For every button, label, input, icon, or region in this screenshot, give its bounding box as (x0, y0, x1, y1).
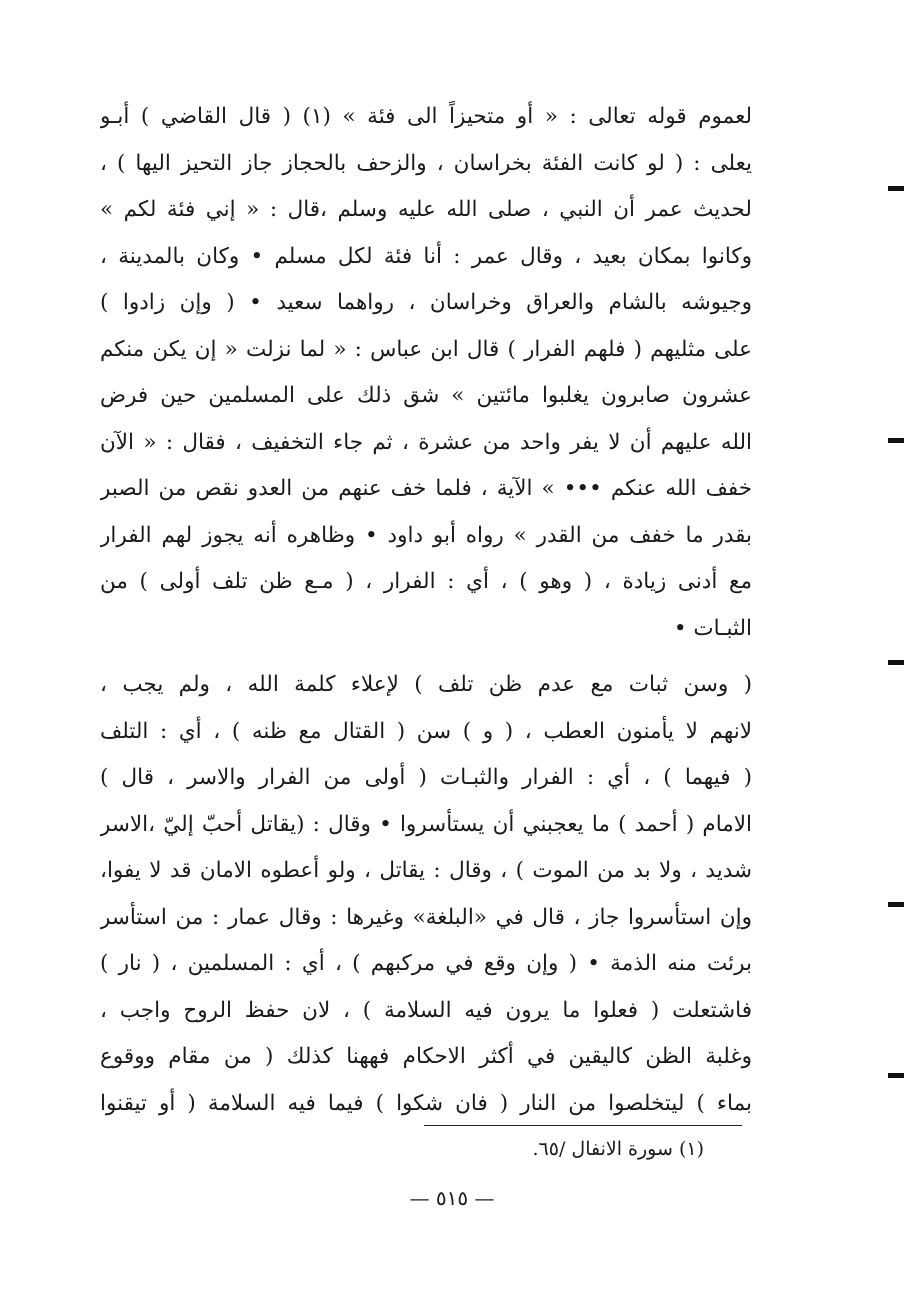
text-line: وإن استأسروا جاز ، قال في «البلغة» وغيرها : وقال عمار : من استأسر (100, 904, 752, 930)
text-line: الله عليهم أن لا يفر واحد من عشرة ، ثم جاء التخفيف ، فقال : « الآن (100, 429, 752, 455)
scan-edge-mark (888, 1073, 904, 1078)
text-line: برئت منه الذمة • ( وإن وقع في مركبهم ) ، أي : المسلمين ، ( نار ) (100, 951, 752, 976)
text-line: لعموم قوله تعالى : « أو متحيزاً الى فئة » (١) ( قال القاضي ) أبـو (100, 104, 752, 129)
footnote: (١) سورة الانفال /٦٥. (532, 1138, 704, 1160)
text-line: ( فيهما ) ، أي : الفرار والثبـات ( أولى من الفرار والاسر ، قال ) (100, 765, 752, 790)
text-line: الامام ( أحمد ) ما يعجبني أن يستأسروا • وقال : (يقاتل أحبّ إليّ ،الاسر (100, 811, 752, 837)
text-line: على مثليهم ( فلهم الفرار ) قال ابن عباس : « لما نزلت « إن يكن منكم (100, 336, 752, 362)
scan-edge-mark (888, 186, 904, 191)
scan-edge-mark (888, 660, 904, 665)
text-line: لحديث عمر أن النبي ، صلى الله عليه وسلم ،قال : « إني فئة لكم » (100, 197, 752, 222)
page-number: — ٥١٥ — (409, 1186, 495, 1210)
main-text-paragraph-1 (100, 94, 752, 652)
main-text-paragraph-2 (100, 662, 752, 1127)
text-line: ( وسن ثبات مع عدم ظن تلف ) لإعلاء كلمة الله ، ولم يجب ، (100, 672, 752, 697)
text-line: شديد ، ولا بد من الموت ) ، وقال : يقاتل ، ولو أعطوه الامان قد لا يفوا، (100, 858, 752, 883)
scan-edge-mark (888, 902, 904, 907)
text-line: وغلبة الظن كاليقين في أكثر الاحكام فههنا كذلك ( من مقام ووقوع (100, 1044, 752, 1069)
text-line: وجيوشه بالشام والعراق وخراسان ، رواهما سعيد • ( وإن زادوا ) (100, 290, 752, 315)
text-line: عشرون صابرون يغلبوا مائتين » شق ذلك على المسلمين حين فرض (100, 383, 752, 408)
text-line: الثبـات • (673, 615, 752, 641)
text-line: يعلى : ( لو كانت الفئة بخراسان ، والزحف بالحجاز جاز التحيز اليها ) ، (100, 150, 752, 176)
text-line: فاشتعلت ( فعلوا ما يرون فيه السلامة ) ، لان حفظ الروح واجب ، (100, 997, 752, 1023)
footnote-divider (424, 1125, 742, 1126)
text-line: خفف الله عنكم ••• » الآية ، فلما خف عنهم من العدو نقص من الصبر (100, 476, 752, 501)
text-line: بماء ) ليتخلصوا من النار ( فان شكوا ) فيما فيه السلامة ( أو تيقنوا (100, 1090, 752, 1116)
text-line: مع أدنى زيادة ، ( وهو ) ، أي : الفرار ، ( مـع ظن تلف أولى ) من (100, 569, 752, 594)
text-line: وكانوا بمكان بعيد ، وقال عمر : أنا فئة لكل مسلم • وكان بالمدينة ، (100, 243, 752, 269)
text-line: لانهم لا يأمنون العطب ، ( و ) سن ( القتال مع ظنه ) ، أي : التلف (100, 718, 752, 744)
scan-edge-mark (888, 438, 904, 443)
text-line: بقدر ما خفف من القدر » رواه أبو داود • وظاهره أنه يجوز لهم الفرار (100, 522, 752, 548)
